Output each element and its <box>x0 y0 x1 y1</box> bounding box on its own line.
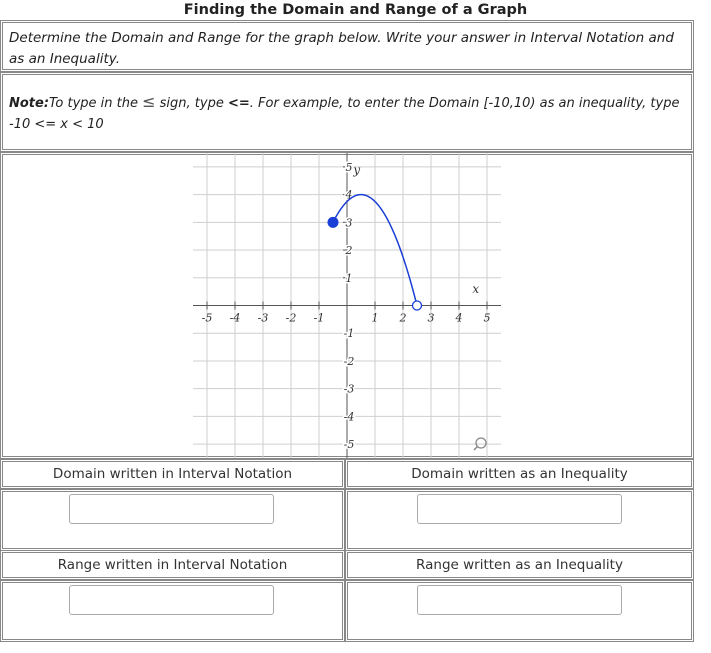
x-tick-label: 1 <box>371 311 379 325</box>
typed-sign: <= <box>227 96 250 111</box>
x-tick-label: 2 <box>399 311 407 325</box>
page-title: Finding the Domain and Range of a Graph <box>183 2 528 18</box>
x-tick-label: -2 <box>285 311 297 325</box>
closed-endpoint <box>328 217 338 227</box>
instructions-box <box>0 20 694 72</box>
graph <box>193 153 501 458</box>
y-tick-label: 4 <box>345 188 353 202</box>
x-tick-label: -3 <box>257 311 269 325</box>
range-interval-input[interactable] <box>69 585 274 615</box>
y-tick-label: 1 <box>345 271 353 285</box>
y-tick-label: -5 <box>343 438 355 452</box>
y-tick-label: 3 <box>345 216 353 230</box>
y-axis-label: y <box>353 162 361 177</box>
domain-inequality-label: Domain written as an Inequality <box>411 466 628 482</box>
instructions-text: Determine the Domain and Range for the graph below. Write your answer in Interval Notation and as an Inequality. <box>9 30 674 67</box>
domain-interval-label-cell <box>0 459 345 489</box>
x-tick-label: -5 <box>201 311 213 325</box>
range-inequality-label-cell <box>345 550 694 580</box>
x-tick-label: -4 <box>229 311 241 325</box>
x-tick-label: -1 <box>313 311 325 325</box>
note-text-2: sign, type <box>159 96 224 111</box>
range-interval-label-cell <box>0 550 345 580</box>
domain-interval-input[interactable] <box>69 494 274 524</box>
note-label: Note: <box>9 96 50 111</box>
range-inequality-input[interactable] <box>417 585 622 615</box>
y-tick-label: 2 <box>345 244 353 258</box>
x-axis-label: x <box>472 282 480 297</box>
y-tick-label: -2 <box>343 354 355 368</box>
y-tick-label: 5 <box>345 160 353 174</box>
y-tick-label: -3 <box>343 382 355 396</box>
domain-interval-label: Domain written in Interval Notation <box>52 466 293 482</box>
x-tick-label: 3 <box>427 311 435 325</box>
domain-inequality-input[interactable] <box>417 494 622 524</box>
range-interval-label: Range written in Interval Notation <box>57 557 288 573</box>
open-endpoint <box>413 301 422 310</box>
leq-sign: ≤ <box>142 92 156 111</box>
note-text-1: To type in the <box>49 96 138 111</box>
y-tick-label: -4 <box>343 410 355 424</box>
x-tick-label: 4 <box>455 311 463 325</box>
y-tick-label: -1 <box>343 327 355 341</box>
domain-inequality-label-cell <box>345 459 694 489</box>
x-tick-label: 5 <box>483 311 491 325</box>
range-inequality-label: Range written as an Inequality <box>416 557 623 573</box>
note-example: . For example, to enter the Domain [-10,10) as an inequality, type -10 <= x < 10 <box>9 96 680 132</box>
note-box <box>0 72 694 152</box>
